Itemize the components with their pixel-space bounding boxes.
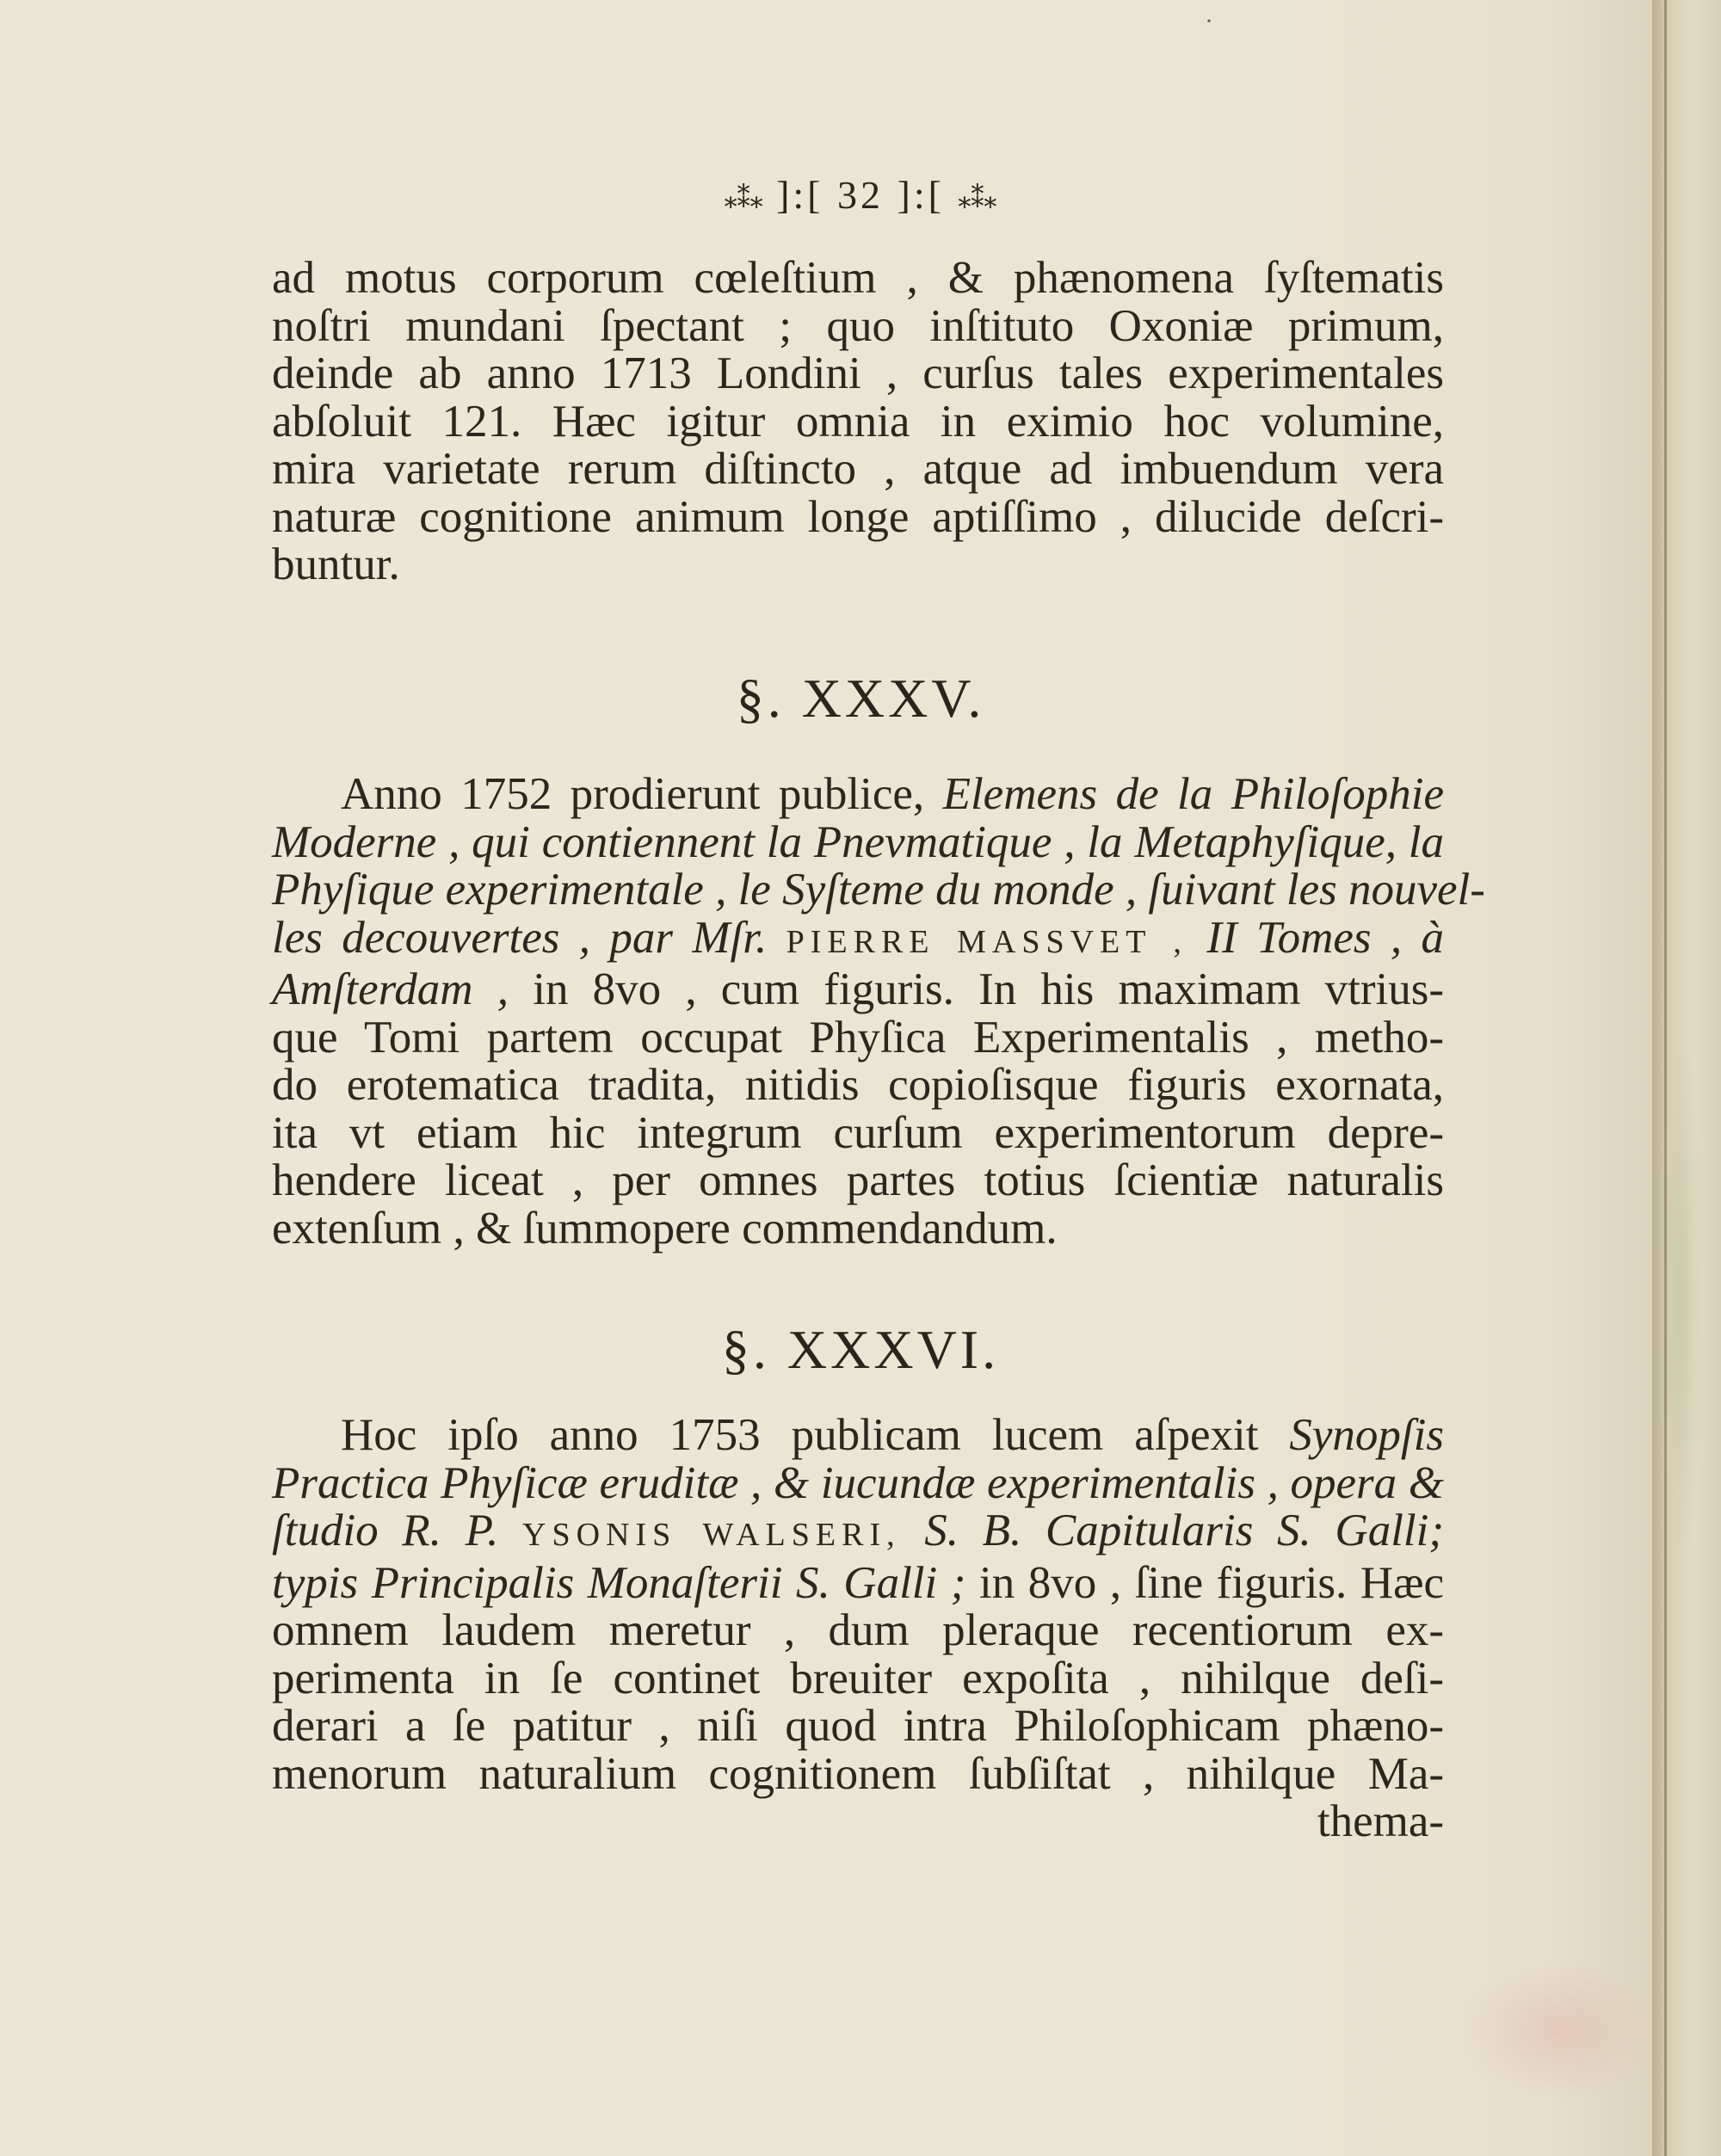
text-line: deinde ab anno 1713 Londini , curſus tales experimentales bbox=[272, 348, 1444, 398]
text-line: do erotematica tradita, nitidis copioſisque figuris exornata, bbox=[272, 1060, 1444, 1110]
text-line: derari a ſe patitur , niſi quod intra Philoſophicam phæno- bbox=[272, 1701, 1444, 1751]
section-36-paragraph bbox=[272, 1412, 1444, 1846]
text-line: extenſum , & ſummopere commendandum. bbox=[272, 1203, 1058, 1254]
text-line bbox=[272, 1507, 1444, 1560]
text-line: Practica Phyſicæ eruditæ , & iucundæ experimentalis , opera & bbox=[272, 1457, 1444, 1508]
text-line: Phyſique experimentale , le Syſteme du monde , ſuivant les nouvel- bbox=[272, 865, 1485, 915]
text-line bbox=[272, 1412, 1444, 1460]
text-line: que Tomi partem occupat Phyſica Experimentalis , metho- bbox=[272, 1012, 1444, 1063]
text-line bbox=[272, 912, 1444, 967]
text-line: abſoluit 121. Hæc igitur omnia in eximio hoc volumine, bbox=[272, 396, 1444, 447]
top-edge-mark: · bbox=[1205, 7, 1213, 35]
text-run: ſtudio R. P. bbox=[272, 1506, 499, 1555]
text-line: mira varietate rerum diſtincto , atque ad imbuendum vera bbox=[272, 444, 1444, 494]
author-name: PIERRE MASSVET , bbox=[786, 923, 1187, 960]
paper-bleed-mark bbox=[1661, 1032, 1704, 1566]
section-heading-35: §. XXXV. bbox=[736, 668, 985, 729]
text-run: in 8vo , ſine figuris. Hæc bbox=[979, 1557, 1445, 1608]
section-35-paragraph bbox=[272, 769, 1485, 1254]
text-line: menorum naturalium cognitionem ſubſiſtat , nihilque Ma- bbox=[272, 1748, 1444, 1799]
page-number: ]:[ 32 ]:[ bbox=[776, 173, 945, 217]
text-run: typis Principalis Monaſterii S. Galli ; bbox=[272, 1557, 966, 1608]
text-line: perimenta in ſe continet breuiter expoſita , nihilque deſi- bbox=[272, 1653, 1444, 1703]
text-line: noſtri mundani ſpectant ; quo inſtituto Oxoniæ primum, bbox=[272, 300, 1444, 351]
text-run: S. B. Capitularis S. Galli; bbox=[924, 1506, 1445, 1555]
section-heading-36: §. XXXVI. bbox=[721, 1319, 1000, 1380]
text-line: hendere liceat , per omnes partes totius ſcientiæ naturalis bbox=[272, 1155, 1444, 1205]
text-line bbox=[272, 966, 1444, 1014]
text-run: Anno 1752 prodierunt publice, bbox=[341, 769, 925, 819]
book-title-run: Elemens de la Philoſophie bbox=[942, 769, 1444, 819]
text-line: omnem laudem meretur , dum pleraque recentiorum ex- bbox=[272, 1605, 1444, 1655]
text-line bbox=[272, 1557, 1445, 1608]
catchword: thema- bbox=[1317, 1796, 1444, 1846]
book-title-run: Synopſis bbox=[1289, 1410, 1444, 1460]
author-name: YSONIS WALSERI, bbox=[522, 1517, 901, 1553]
text-line: ita vt etiam hic integrum curſum experimentorum depre- bbox=[272, 1107, 1444, 1158]
text-line: Moderne , qui contiennent la Pnevmatique , la Metaphyſique, la bbox=[272, 816, 1444, 867]
text-run: Hoc ipſo anno 1753 publicam lucem aſpexit bbox=[341, 1410, 1259, 1460]
top-paragraph bbox=[272, 255, 1444, 589]
ornament-right: ⁎⁑⁎ bbox=[958, 184, 997, 213]
text-run: in 8vo , cum figuris. In his maximam vtrius- bbox=[533, 964, 1445, 1014]
text-line: buntur. bbox=[272, 539, 400, 589]
paper-stain bbox=[1463, 1962, 1652, 2099]
text-run: II Tomes , à bbox=[1206, 912, 1444, 963]
text-line bbox=[272, 771, 1444, 819]
page-header bbox=[0, 172, 1721, 218]
place-run: Amſterdam , bbox=[272, 964, 509, 1014]
ornament-left: ⁎⁑⁎ bbox=[724, 184, 763, 213]
text-line: naturæ cognitione animum longe aptiſſimo , dilucide deſcri- bbox=[272, 491, 1444, 542]
text-line: ad motus corporum cœleſtium , & phænomena ſyſtematis bbox=[272, 253, 1444, 303]
text-run: les decouvertes , par Mſr. bbox=[272, 912, 768, 963]
